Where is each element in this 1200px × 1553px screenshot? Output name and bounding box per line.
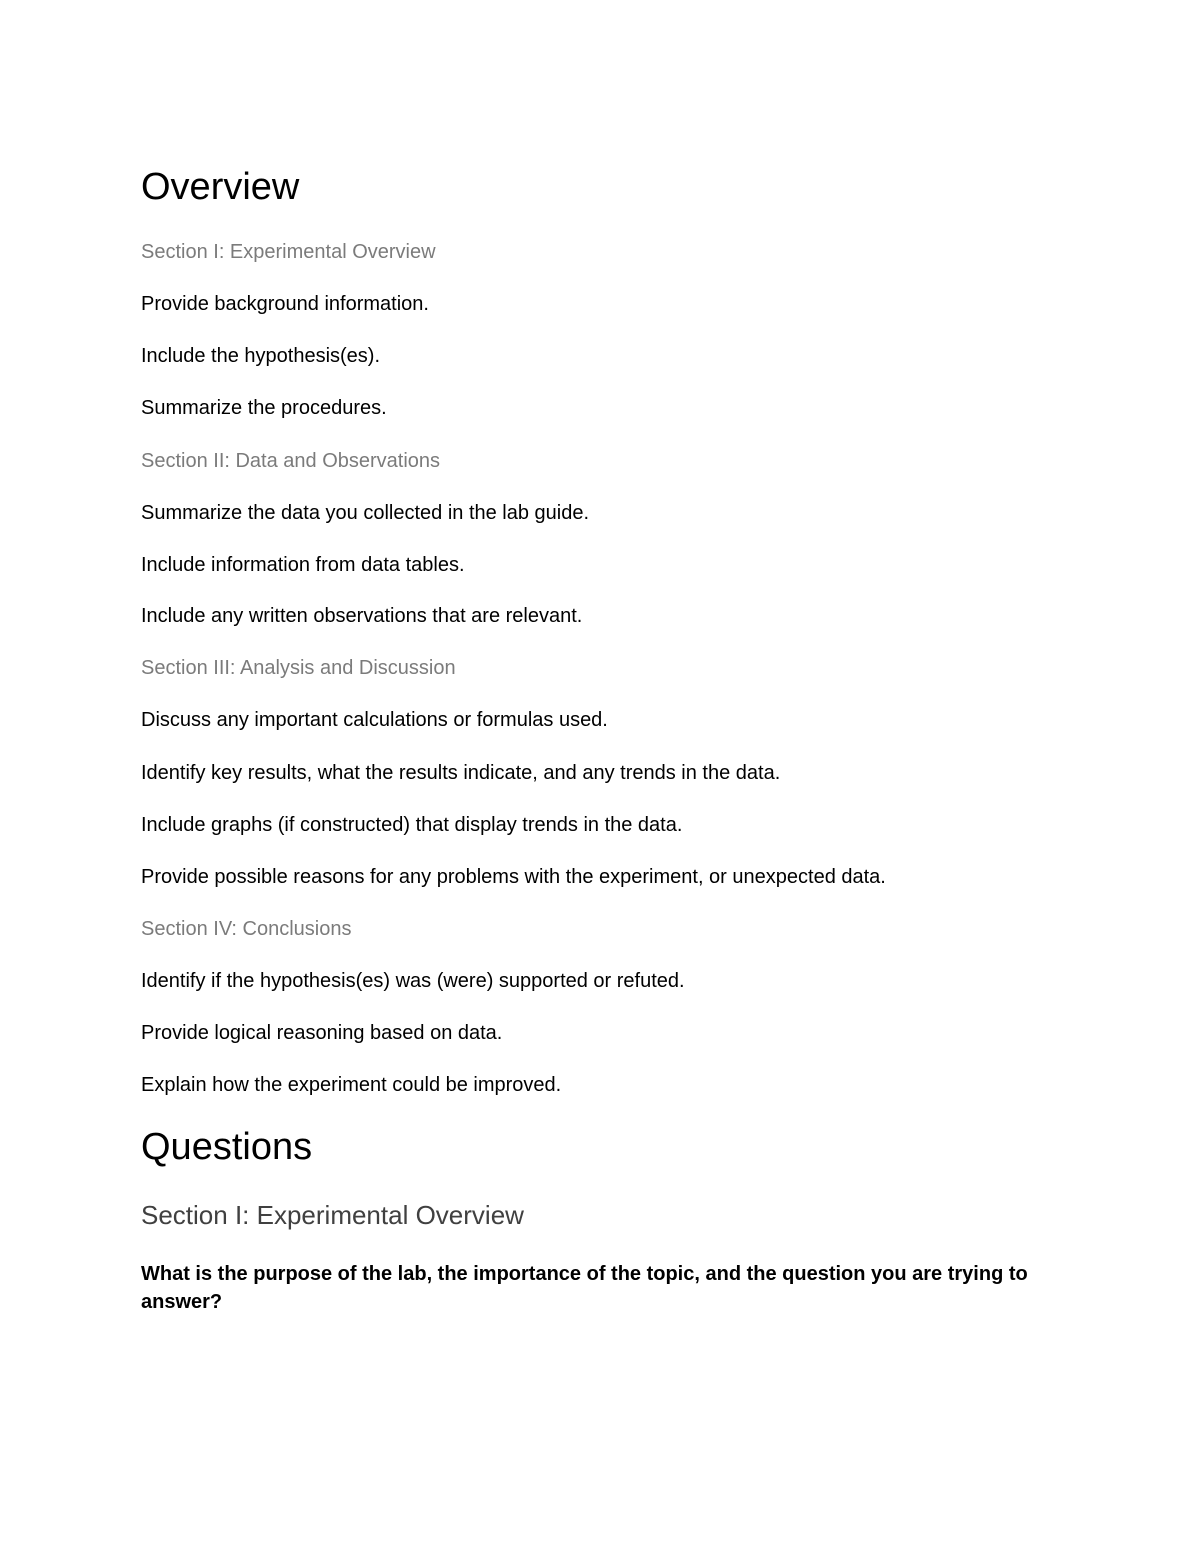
section-2-item: Summarize the data you collected in the lab guide. [141,502,590,524]
section-1-item: Include the hypothesis(es). [141,345,381,367]
section-2-heading: Section II: Data and Observations [141,450,441,472]
section-4-item: Explain how the experiment could be improved. [141,1074,562,1096]
section-3-item: Identify key results, what the results indicate, and any trends in the data. [141,762,781,784]
section-3-item: Discuss any important calculations or formulas used. [141,709,608,731]
section-4-heading: Section IV: Conclusions [141,918,352,940]
overview-title: Overview [141,166,300,208]
questions-section-heading: Section I: Experimental Overview [141,1200,524,1230]
section-3-item: Provide possible reasons for any problems with the experiment, or unexpected data. [141,866,886,888]
section-2-item: Include information from data tables. [141,554,465,576]
section-3-heading: Section III: Analysis and Discussion [141,657,456,679]
section-2-item: Include any written observations that are relevant. [141,605,583,627]
section-1-item: Provide background information. [141,293,429,315]
questions-title: Questions [141,1126,313,1168]
section-1-item: Summarize the procedures. [141,397,387,419]
section-4-item: Provide logical reasoning based on data. [141,1022,503,1044]
section-4-item: Identify if the hypothesis(es) was (were) supported or refuted. [141,970,685,992]
section-1-heading: Section I: Experimental Overview [141,241,436,263]
question-text: What is the purpose of the lab, the importance of the topic, and the question you are trying to answer? [141,1263,1028,1313]
section-3-item: Include graphs (if constructed) that display trends in the data. [141,814,683,836]
